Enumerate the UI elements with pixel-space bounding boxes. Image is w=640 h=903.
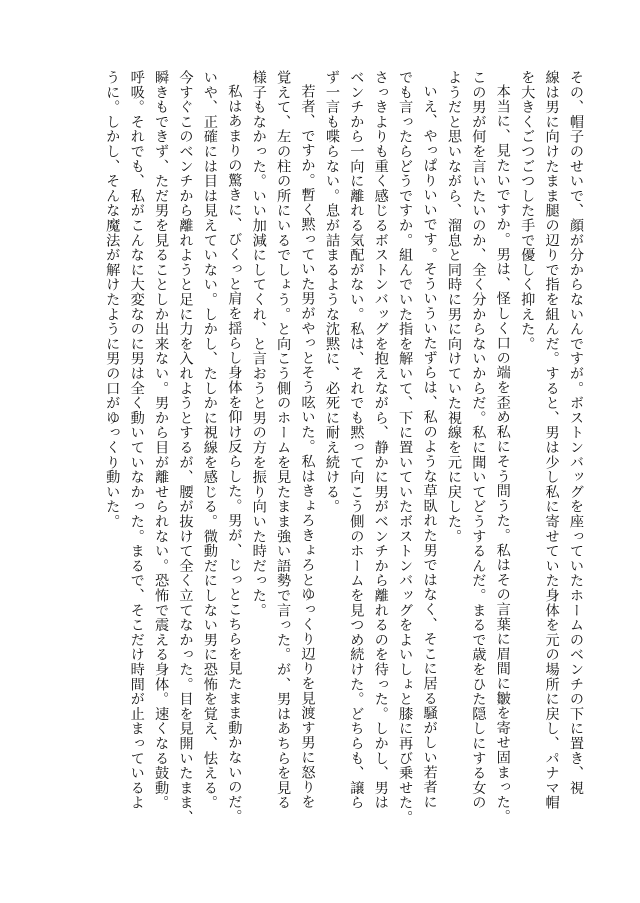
- text-line: さっきよりも重く感じるボストンバッグを抱えながら、静かに男がベンチから離れるのを待った。しかし、男は: [372, 70, 389, 810]
- text-line: 様子もなかった。いい加減にしてくれ、と言おうと男の方を振り向いた時だった。: [250, 70, 267, 618]
- text-line: 私はあまりの驚きに、びくっと肩を揺らし身体を仰け反らした。男が、じっとこちらを見たまま動かないのだ。: [226, 84, 243, 825]
- text-line: うに。しかし、そんな魔法が解けたように男の口がゆっくり動いた。: [104, 70, 121, 529]
- text-line: ず一言も喋らない。息が詰まるような沈黙に、必死に耐え続ける。: [323, 70, 340, 514]
- text-line: ベンチから一向に離れる気配がない。私は、それでも黙って向こう側のホームを見つめ続けた。どちらも、譲ら: [348, 70, 365, 810]
- vertical-text-body: [48, 70, 588, 830]
- text-line: 瞬きもできず、ただ男を見ることしか出来ない。男から目が離せられない。恐怖で震える身体。速くなる鼓動。: [153, 70, 170, 810]
- text-line: でも言ったらどうですか。組んでいた指を解いて、下に置いていたボストンバッグをよいしょと膝に再び乗せた。: [397, 70, 414, 825]
- text-line: 若者、ですか。暫く黙っていた男がやっとそう呟いた。私はきょろきょろとゆっくり辺りを見渡す男に怒りを: [299, 84, 316, 810]
- text-line: 覚えて、左の柱の所にいるでしょう。と向こう側のホームを見たまま強い語勢で言った。が、男はあちらを見る: [275, 70, 292, 810]
- text-line: 今すぐこのベンチから離れようと足に力を入れようとするが、腰が抜けて全く立てなかった。目を見開いたまま、: [177, 70, 194, 825]
- text-line: 呼吸。それでも、私がこんなに大変なのに男は全く動いていなかった。まるで、そこだけ時間が止まっているよ: [128, 70, 145, 810]
- text-line: 線は男に向けたまま腿の辺りで指を組んだ。すると、男は少し私に寄せていた身体を元の場所に戻し、パナマ帽: [543, 70, 560, 810]
- text-line: この男が何を言いたいのか、全く分からないからだ。私に聞いてどうするんだ。まるで歳をひた隠しにする女の: [470, 70, 487, 810]
- text-line: いや、正確には目は見えていない。しかし、たしかに視線を感じる。微動だにしない男に恐怖を覚え、怯える。: [201, 70, 218, 810]
- text-line: を大きくごつごつした手で優しく抑えた。: [519, 70, 536, 352]
- text-line: その、帽子のせいで、顔が分からないんですが。ボストンバッグを座っていたホームのベンチの下に置き、視: [568, 70, 584, 796]
- text-line: ようだと思いながら、溜息と同時に男に向けていた視線を元に戻した。: [445, 70, 462, 544]
- text-line: いえ、やっぱりいいです。そういういたずらは、私のような草臥れた男ではなく、そこに居る騒がしい若者に: [421, 84, 438, 810]
- text-line: 本当に、見たいですか。男は、怪しく口の端を歪め私にそう問うた。私はその言葉に眉間に皺を寄せ固まった。: [494, 84, 511, 825]
